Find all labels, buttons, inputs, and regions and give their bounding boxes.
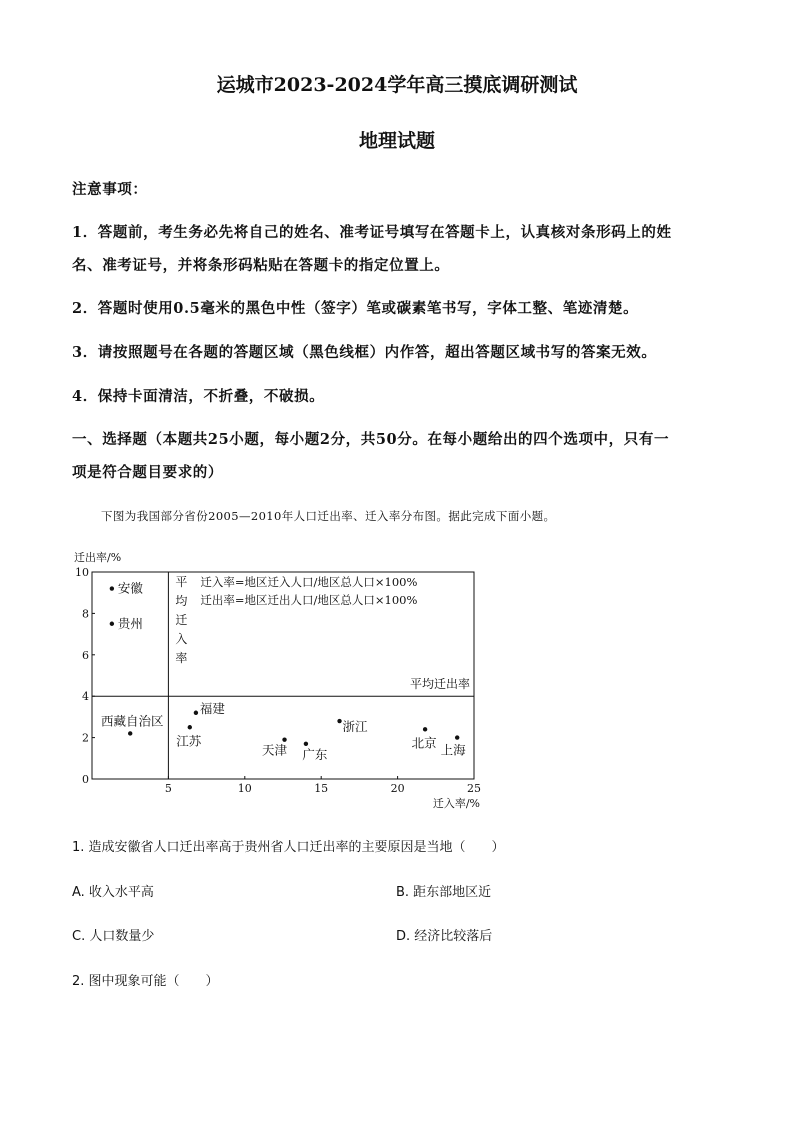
avg-in-label-char: 入 (175, 632, 188, 646)
notice-heading: 注意事项： (72, 181, 148, 198)
data-point-贵州 (110, 622, 114, 626)
data-point-西藏自治区 (128, 731, 132, 735)
data-label-江苏: 江苏 (176, 733, 202, 749)
data-label-浙江: 浙江 (342, 719, 368, 735)
avg-in-label-char: 平 (175, 575, 188, 589)
notice-item-3: 3．请按照题号在各题的答题区域（黑色线框）内作答，超出答题区域书写的答案无效。 (72, 344, 657, 361)
chart-intro: 下图为我国部分省份2005—2010年人口迁出率、迁入率分布图。据此完成下面小题。 (101, 509, 556, 523)
question-1-option-d[interactable]: D. 经济比较落后 (396, 929, 493, 944)
data-label-上海: 上海 (440, 742, 466, 758)
notice-item-2: 2．答题时使用0.5毫米的黑色中性（签字）笔或碳素笔书写，字体工整、笔迹清楚。 (72, 300, 639, 317)
data-point-天津 (282, 737, 286, 741)
data-label-安徽: 安徽 (117, 580, 143, 596)
data-label-贵州: 贵州 (117, 615, 143, 631)
data-label-西藏自治区: 西藏自治区 (100, 713, 164, 729)
x-tick-label: 10 (237, 782, 252, 795)
avg-in-label-char: 均 (175, 594, 188, 608)
question-2-stem: 2. 图中现象可能（ ） (72, 974, 219, 989)
x-axis-title: 迁入率/% (432, 797, 480, 810)
x-tick-label: 15 (314, 782, 329, 795)
data-label-广东: 广东 (302, 746, 328, 762)
section-heading-line2: 项是符合题目要求的） (72, 464, 223, 481)
avg-in-label-char: 率 (175, 651, 188, 665)
exam-title: 运城市2023-2024学年高三摸底调研测试 (216, 74, 578, 96)
question-1-option-c[interactable]: C. 人口数量少 (72, 929, 155, 944)
y-tick-label: 0 (82, 773, 89, 786)
x-tick-label: 25 (467, 782, 481, 795)
data-point-江苏 (188, 725, 192, 729)
avg-out-label: 平均迁出率 (409, 677, 470, 692)
y-tick-label: 8 (82, 607, 89, 621)
question-1-option-b[interactable]: B. 距东部地区近 (396, 885, 492, 900)
data-label-福建: 福建 (199, 700, 225, 716)
notice-item-1-line1: 1．答题前，考生务必先将自己的姓名、准考证号填写在答题卡上，认真核对条形码上的姓 (72, 224, 672, 241)
y-tick-label: 10 (75, 566, 89, 579)
y-axis-title: 迁出率/% (74, 551, 122, 564)
section-heading-line1: 一、选择题（本题共25小题，每小题2分，共50分。在每小题给出的四个选项中，只有一 (72, 431, 670, 448)
notice-item-4: 4．保持卡面清洁，不折叠，不破损。 (72, 388, 325, 405)
formula-in: 迁入率=地区迁入人口/地区总人口×100% (200, 575, 418, 589)
data-point-上海 (455, 735, 459, 739)
x-tick-label: 20 (390, 782, 405, 795)
question-1-stem: 1. 造成安徽省人口迁出率高于贵州省人口迁出率的主要原因是当地（ ） (72, 840, 505, 855)
subject-title: 地理试题 (358, 130, 435, 152)
migration-scatter-chart (70, 545, 500, 815)
data-label-天津: 天津 (262, 742, 288, 758)
notice-item-1-line2: 名、准考证号，并将条形码粘贴在答题卡的指定位置上。 (72, 257, 450, 274)
data-point-浙江 (337, 719, 341, 723)
x-tick-label: 5 (164, 782, 172, 795)
y-tick-label: 6 (82, 648, 89, 662)
data-point-福建 (194, 711, 198, 715)
avg-in-label-char: 迁 (175, 613, 188, 627)
formula-out: 迁出率=地区迁出人口/地区总人口×100% (200, 593, 418, 607)
data-point-安徽 (110, 586, 114, 590)
y-tick-label: 4 (82, 690, 89, 704)
data-point-广东 (304, 742, 308, 746)
data-point-北京 (423, 727, 427, 731)
y-tick-label: 2 (82, 731, 89, 745)
question-1-option-a[interactable]: A. 收入水平高 (72, 885, 154, 900)
data-label-北京: 北京 (411, 735, 437, 751)
